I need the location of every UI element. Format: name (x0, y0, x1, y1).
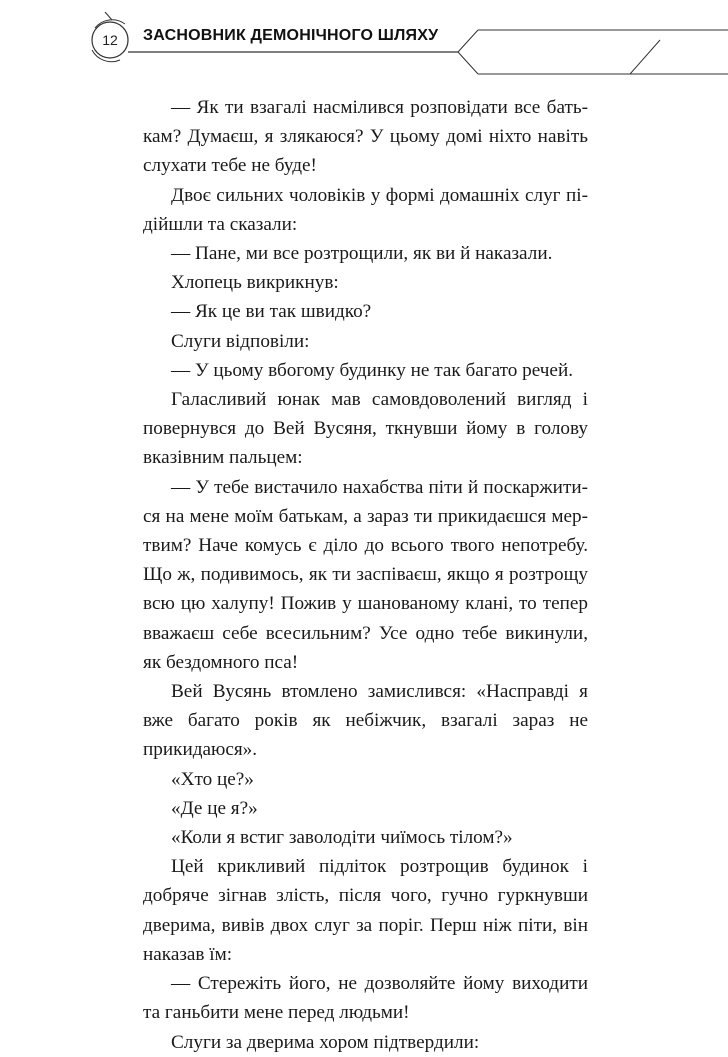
paragraph: «Коли я встиг заволодіти чиїмось тілом?» (171, 827, 513, 849)
paragraph: — У тебе вистачило нахабства піти й поскаржитися на мене моїм батькам, а зараз ти прикидаєшся мертвим? Наче комусь є діло до всього твого непотребу. Що ж, подивимось, як ти заспіваєш, якщо я розтрощу всю цю халупу! Пожив у шанованому клані, то тепер вважаєш себе всесильним? Усе одно тебе викинули, як бездомного пса! (143, 476, 588, 673)
running-header (0, 0, 728, 80)
paragraph: Двоє сильних чоловіків у формі домашніх слуг підійшли та сказали: (143, 184, 588, 235)
paragraph: Цей крикливий підліток розтрощив будинок і добряче зігнав злість, після чого, гучно гуркнувши дверима, вивів двох слуг за поріг. Перш ніж піти, він наказав їм: (143, 856, 588, 965)
page-number: 12 (102, 32, 118, 48)
paragraph: Слуги відповіли: (171, 330, 310, 352)
body-text (143, 93, 588, 1057)
paragraph: «Хто це?» (171, 768, 254, 790)
paragraph: — Як це ви так швидко? (171, 301, 372, 323)
paragraph: — Пане, ми все розтрощили, як ви й наказали. (171, 243, 553, 265)
paragraph: Вей Вусянь втомлено замислився: «Насправді я вже багато років як небіжчик, взагалі зараз не прикидаюся». (143, 681, 588, 761)
paragraph: — Стережіть його, не дозволяйте йому виходити та ганьбити мене перед людьми! (143, 973, 588, 1024)
running-title: ЗАСНОВНИК ДЕМОНІЧНОГО ШЛЯХУ (143, 27, 439, 44)
paragraph: — Як ти взагалі насмілився розповідати все батькам? Думаєш, я злякаюся? У цьому домі ніхто навіть слухати тебе не буде! (143, 97, 588, 177)
paragraph: — У цьому вбогому будинку не так багато речей. (171, 359, 574, 381)
paragraph: Слуги за дверима хором підтвердили: (171, 1031, 480, 1053)
paragraph: Хлопець викрикнув: (171, 272, 339, 294)
paragraph: Галасливий юнак мав самовдоволений вигляд і повернувся до Вей Вусяня, ткнувши йому в голову вказівним пальцем: (143, 389, 588, 469)
paragraph: «Де це я?» (171, 797, 258, 819)
